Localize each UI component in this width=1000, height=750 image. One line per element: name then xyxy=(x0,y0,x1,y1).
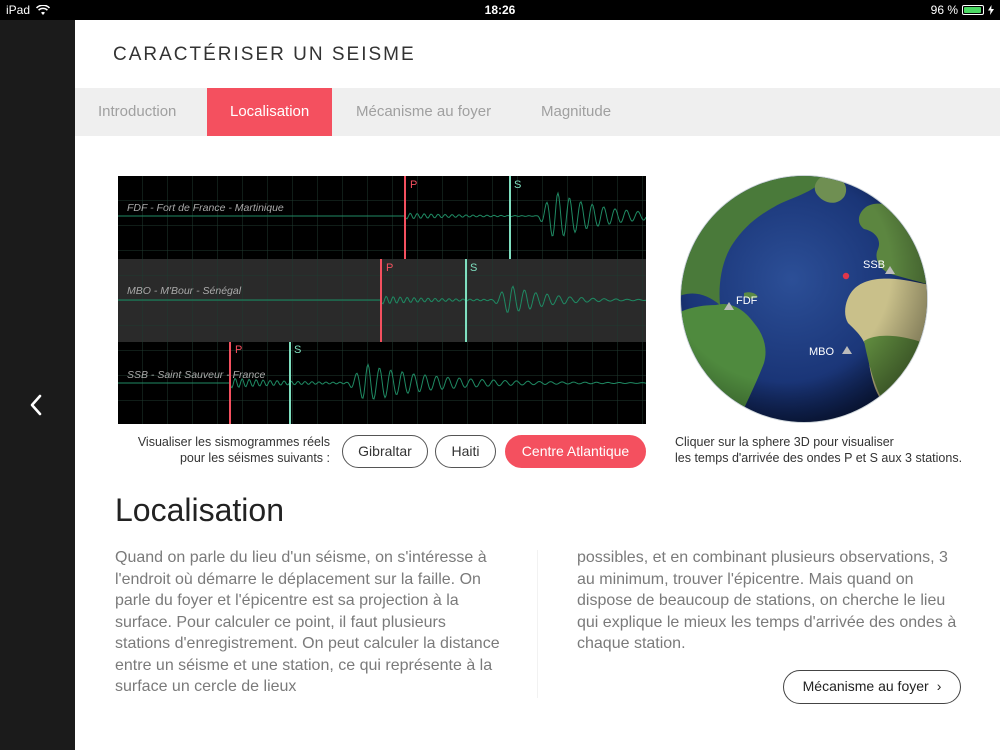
globe-caption xyxy=(675,434,975,466)
p-label-fdf: P xyxy=(410,179,418,191)
device-name: iPad xyxy=(6,3,31,17)
station-label-fdf: FDF - Fort de France - Martinique xyxy=(127,202,284,214)
s-label-mbo: S xyxy=(470,262,478,274)
next-mecanisme-button[interactable] xyxy=(783,670,961,704)
s-label-fdf: S xyxy=(514,179,522,191)
globe-svg xyxy=(678,173,930,425)
caption-line: pour les séismes suivants : xyxy=(179,451,330,465)
section-title: Localisation xyxy=(115,492,284,528)
back-button[interactable] xyxy=(22,390,50,420)
app-title: CARACTÉRISER UN SEISME xyxy=(113,44,416,65)
station-label-ssb: SSB - Saint Sauveur - France xyxy=(127,369,266,381)
seismogram-plot xyxy=(118,176,646,424)
tab-bar xyxy=(75,88,1000,136)
gibraltar-button[interactable]: Gibraltar xyxy=(342,435,428,468)
charging-icon xyxy=(988,5,994,15)
caption-line: Cliquer sur la sphere 3D pour visualiser xyxy=(675,435,894,449)
main-content xyxy=(75,20,1000,750)
globe-3d[interactable] xyxy=(678,173,930,425)
status-time: 18:26 xyxy=(484,3,516,17)
station-label-mbo-globe: MBO xyxy=(809,346,835,358)
tab-magnitude[interactable]: Magnitude xyxy=(541,103,612,120)
tab-localisation[interactable]: Localisation xyxy=(207,88,332,136)
seismogram-panel xyxy=(118,176,646,424)
next-button-label: Mécanisme au foyer xyxy=(802,678,929,694)
tab-introduction[interactable]: Introduction xyxy=(98,103,177,120)
battery-percent: 96 % xyxy=(930,3,958,17)
caption-line: Visualiser les sismogrammes réels xyxy=(137,435,330,449)
paragraph-right: possibles, et en combinant plusieurs observations, 3 au minimum, trouver l'épicentre. Mais quand on dispose de beaucoup de stations, on cherche le lieu qui explique le mieux les temps d'arrivée des ondes à chaque station. xyxy=(577,549,957,652)
globe-shading xyxy=(681,176,927,422)
s-label-ssb: S xyxy=(294,344,302,356)
caption-line: les temps d'arrivée des ondes P et S aux 3 stations. xyxy=(675,451,963,465)
status-bar xyxy=(0,0,1000,20)
epicenter-marker xyxy=(843,273,849,279)
station-label-mbo: MBO - M'Bour - Sénégal xyxy=(127,285,242,297)
p-label-mbo: P xyxy=(386,262,394,274)
station-label-fdf-globe: FDF xyxy=(736,295,758,307)
chevron-left-icon xyxy=(29,394,43,416)
station-label-ssb-globe: SSB xyxy=(863,259,886,271)
paragraph-left: Quand on parle du lieu d'un séisme, on s'intéresse à l'endroit où démarre le déplacement sur la faille. On parle du foyer et l'épicentre est sa projection à la surface. Pour calculer ce point, il faut plusieurs stations d'enregistrement. On peut calculer la distance entre un séisme et une station, ce qui représente à la surface un cercle de lieux xyxy=(115,549,500,695)
battery-icon xyxy=(962,5,984,15)
earthquake-selector-caption xyxy=(125,434,330,466)
centre-atlantique-button[interactable]: Centre Atlantique xyxy=(505,435,646,468)
tab-mecanisme-au-foyer[interactable]: Mécanisme au foyer xyxy=(356,103,492,120)
left-sidebar xyxy=(0,20,75,750)
chevron-right-icon: › xyxy=(936,678,942,694)
haiti-button[interactable]: Haiti xyxy=(435,435,496,468)
column-divider xyxy=(537,550,538,698)
p-label-ssb: P xyxy=(235,344,243,356)
